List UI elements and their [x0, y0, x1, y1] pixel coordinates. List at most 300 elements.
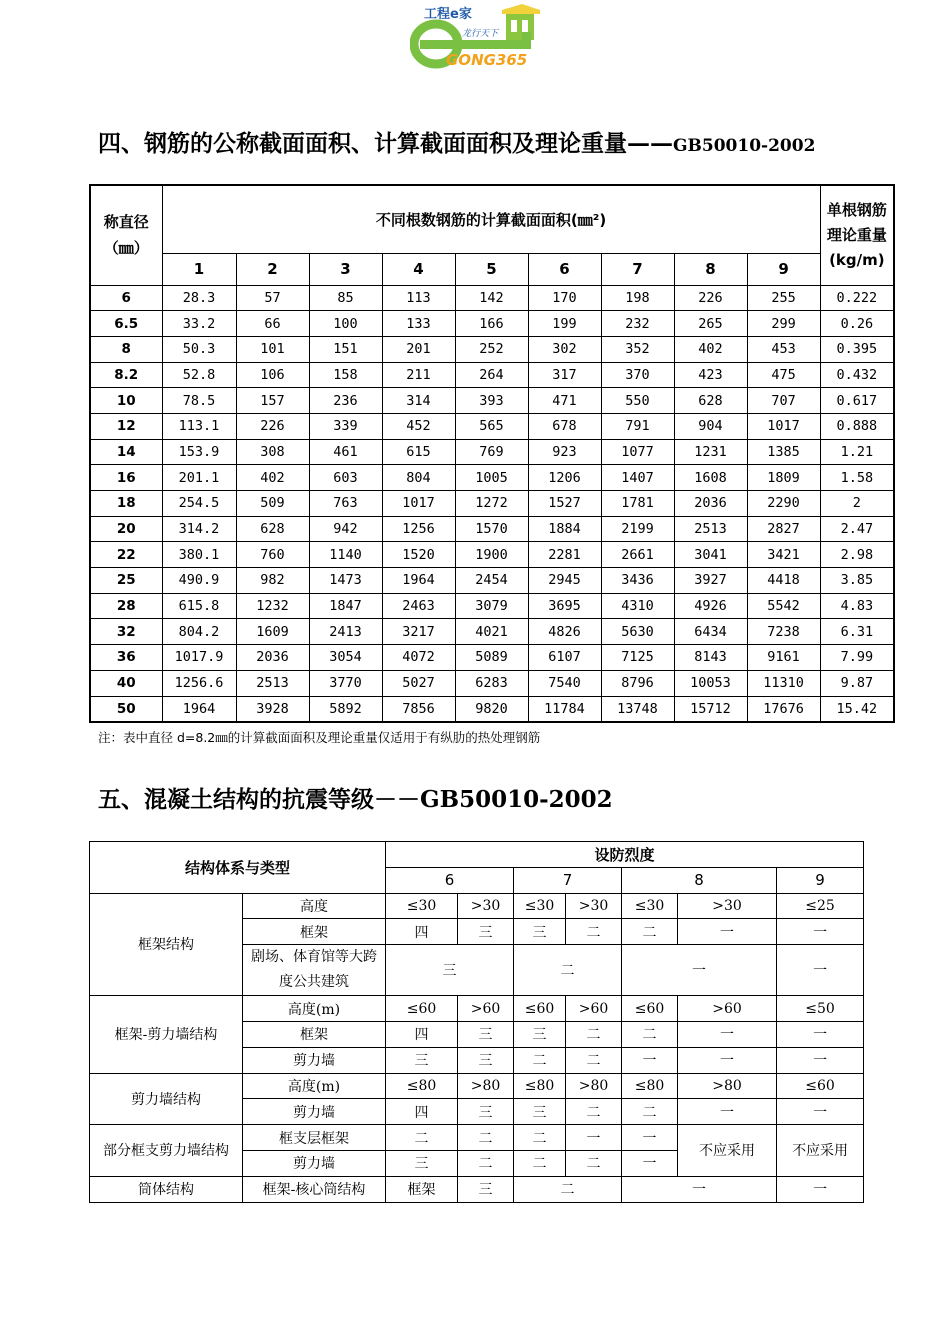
- cell-area: 2413: [309, 619, 382, 645]
- cell-area: 2036: [674, 491, 747, 517]
- cell-area: 5089: [455, 645, 528, 671]
- cell-area: 3770: [309, 670, 382, 696]
- cell-area: 4072: [382, 645, 455, 671]
- table-row: [90, 311, 894, 337]
- cell-area: 3928: [236, 696, 309, 722]
- cell: 一: [622, 945, 777, 996]
- cell-area: 1570: [455, 516, 528, 542]
- header-intensity: 设防烈度: [386, 842, 864, 868]
- section4-title: 四、钢筋的公称截面面积、计算截面面积及理论重量——GB50010-2002: [98, 130, 816, 157]
- cell-diameter: 20: [90, 516, 162, 542]
- cell-diameter: 18: [90, 491, 162, 517]
- cell: 二: [386, 1125, 458, 1151]
- cell: 三: [514, 1099, 566, 1125]
- cell-area: 461: [309, 439, 382, 465]
- cell-area: 101: [236, 336, 309, 362]
- cell-area: 942: [309, 516, 382, 542]
- cell-area: 628: [674, 388, 747, 414]
- cell: 剪力墙: [243, 1099, 386, 1125]
- cell: 一: [622, 1125, 678, 1151]
- cell-area: 153.9: [162, 439, 236, 465]
- cell: ≤60: [622, 996, 678, 1022]
- cell-area: 1520: [382, 542, 455, 568]
- cell: 二: [514, 1125, 566, 1151]
- cell-area: 2463: [382, 593, 455, 619]
- cell-area: 133: [382, 311, 455, 337]
- cell-area: 255: [747, 285, 820, 311]
- cell-weight: 2.98: [820, 542, 894, 568]
- header-count-7: 7: [601, 253, 674, 285]
- cell: 三: [458, 1047, 514, 1073]
- cell-area: 393: [455, 388, 528, 414]
- cell-area: 1964: [382, 568, 455, 594]
- cell-diameter: 36: [90, 645, 162, 671]
- cell-area: 5630: [601, 619, 674, 645]
- cell-area: 6283: [455, 670, 528, 696]
- cell-area: 13748: [601, 696, 674, 722]
- cell: ≤30: [622, 893, 678, 919]
- cell-weight: 0.888: [820, 413, 894, 439]
- cell: 三: [386, 945, 514, 996]
- cell-area: 1407: [601, 465, 674, 491]
- cell: 二: [566, 1099, 622, 1125]
- cell-area: 550: [601, 388, 674, 414]
- cell-area: 11310: [747, 670, 820, 696]
- cell-area: 308: [236, 439, 309, 465]
- cell-area: 1256: [382, 516, 455, 542]
- cell: 剧场、体育馆等大跨度公共建筑: [243, 945, 386, 996]
- cell-area: 50.3: [162, 336, 236, 362]
- table-row: [90, 362, 894, 388]
- cell: 四: [386, 1021, 458, 1047]
- cell-area: 1017.9: [162, 645, 236, 671]
- cell-area: 3436: [601, 568, 674, 594]
- system-partial-frame-wall: 部分框支剪力墙结构: [90, 1125, 243, 1177]
- cell-weight: 3.85: [820, 568, 894, 594]
- cell: 高度: [243, 893, 386, 919]
- cell-area: 226: [674, 285, 747, 311]
- table-row: [90, 645, 894, 671]
- cell: 一: [777, 1021, 864, 1047]
- cell-area: 509: [236, 491, 309, 517]
- cell-area: 7540: [528, 670, 601, 696]
- table-row: [90, 439, 894, 465]
- cell: 四: [386, 919, 458, 945]
- cell-area: 1140: [309, 542, 382, 568]
- cell-weight: 6.31: [820, 619, 894, 645]
- cell-area: 113.1: [162, 413, 236, 439]
- cell: 三: [514, 1021, 566, 1047]
- cell-area: 2661: [601, 542, 674, 568]
- cell-diameter: 28: [90, 593, 162, 619]
- cell-area: 314.2: [162, 516, 236, 542]
- cell: 一: [777, 1176, 864, 1202]
- cell-weight: 0.617: [820, 388, 894, 414]
- cell-area: 678: [528, 413, 601, 439]
- cell: 一: [678, 1021, 777, 1047]
- cell-area: 151: [309, 336, 382, 362]
- cell-area: 9161: [747, 645, 820, 671]
- cell-area: 3041: [674, 542, 747, 568]
- cell-area: 2945: [528, 568, 601, 594]
- table-row: [90, 542, 894, 568]
- cell-area: 565: [455, 413, 528, 439]
- cell: ≤50: [777, 996, 864, 1022]
- cell-weight: 0.395: [820, 336, 894, 362]
- cell-area: 6434: [674, 619, 747, 645]
- cell-area: 5542: [747, 593, 820, 619]
- cell-area: 370: [601, 362, 674, 388]
- cell: 三: [386, 1047, 458, 1073]
- cell-diameter: 50: [90, 696, 162, 722]
- system-shear-wall: 剪力墙结构: [90, 1073, 243, 1125]
- cell: 一: [678, 919, 777, 945]
- table-row: [90, 516, 894, 542]
- cell: 二: [566, 1150, 622, 1176]
- cell-area: 1231: [674, 439, 747, 465]
- cell-area: 603: [309, 465, 382, 491]
- cell-area: 615.8: [162, 593, 236, 619]
- cell-area: 9820: [455, 696, 528, 722]
- table-row: [90, 465, 894, 491]
- table-row: [90, 593, 894, 619]
- cell-area: 1884: [528, 516, 601, 542]
- cell-not-applicable: 不应采用: [678, 1125, 777, 1177]
- cell: 三: [458, 1021, 514, 1047]
- cell: ≤80: [622, 1073, 678, 1099]
- cell: 二: [566, 1021, 622, 1047]
- cell-area: 760: [236, 542, 309, 568]
- cell-area: 299: [747, 311, 820, 337]
- cell-diameter: 6.5: [90, 311, 162, 337]
- cell-weight: 9.87: [820, 670, 894, 696]
- cell-area: 380.1: [162, 542, 236, 568]
- cell-area: 158: [309, 362, 382, 388]
- cell-area: 3421: [747, 542, 820, 568]
- cell: 二: [458, 1125, 514, 1151]
- cell: 二: [622, 919, 678, 945]
- cell-area: 5892: [309, 696, 382, 722]
- cell-area: 2513: [236, 670, 309, 696]
- table-row: [90, 568, 894, 594]
- cell-diameter: 8.2: [90, 362, 162, 388]
- header-count-1: 1: [162, 253, 236, 285]
- cell-area: 252: [455, 336, 528, 362]
- cell-area: 1272: [455, 491, 528, 517]
- cell: 高度(m): [243, 996, 386, 1022]
- cell-area: 17676: [747, 696, 820, 722]
- table-row: [90, 696, 894, 722]
- cell-area: 769: [455, 439, 528, 465]
- cell: >30: [458, 893, 514, 919]
- cell-area: 475: [747, 362, 820, 388]
- cell-area: 2827: [747, 516, 820, 542]
- cell: 框架: [243, 1021, 386, 1047]
- cell: >60: [566, 996, 622, 1022]
- cell: >80: [678, 1073, 777, 1099]
- cell-area: 1077: [601, 439, 674, 465]
- intensity-6: 6: [386, 867, 514, 893]
- cell-area: 11784: [528, 696, 601, 722]
- cell-area: 490.9: [162, 568, 236, 594]
- cell-area: 1017: [382, 491, 455, 517]
- cell: 三: [514, 919, 566, 945]
- cell-area: 10053: [674, 670, 747, 696]
- cell-area: 265: [674, 311, 747, 337]
- cell-area: 1809: [747, 465, 820, 491]
- cell-area: 264: [455, 362, 528, 388]
- cell-area: 1608: [674, 465, 747, 491]
- table-row: [90, 336, 894, 362]
- cell-diameter: 6: [90, 285, 162, 311]
- cell-area: 1847: [309, 593, 382, 619]
- cell-area: 166: [455, 311, 528, 337]
- cell-area: 199: [528, 311, 601, 337]
- header-area: 不同根数钢筋的计算截面面积(㎜²): [162, 185, 820, 253]
- cell-area: 2036: [236, 645, 309, 671]
- cell-weight: 2: [820, 491, 894, 517]
- cell: ≤60: [514, 996, 566, 1022]
- cell: 一: [777, 945, 864, 996]
- cell-diameter: 14: [90, 439, 162, 465]
- cell: ≤30: [386, 893, 458, 919]
- cell-area: 1900: [455, 542, 528, 568]
- cell: ≤60: [777, 1073, 864, 1099]
- svg-text:工程e家: 工程e家: [424, 7, 472, 22]
- cell-area: 1206: [528, 465, 601, 491]
- header-structure-system: 结构体系与类型: [90, 842, 386, 894]
- seismic-grade-table: [89, 841, 864, 1203]
- cell: 三: [458, 1176, 514, 1202]
- cell-area: 3054: [309, 645, 382, 671]
- cell: 三: [386, 1150, 458, 1176]
- cell-area: 1473: [309, 568, 382, 594]
- cell-weight: 1.58: [820, 465, 894, 491]
- cell: 三: [458, 919, 514, 945]
- cell-area: 4310: [601, 593, 674, 619]
- cell-area: 4021: [455, 619, 528, 645]
- cell-weight: 0.222: [820, 285, 894, 311]
- cell-area: 8143: [674, 645, 747, 671]
- cell-area: 763: [309, 491, 382, 517]
- cell-area: 57: [236, 285, 309, 311]
- cell-diameter: 8: [90, 336, 162, 362]
- cell: 三: [458, 1099, 514, 1125]
- cell-area: 4926: [674, 593, 747, 619]
- cell: 剪力墙: [243, 1150, 386, 1176]
- cell-area: 3079: [455, 593, 528, 619]
- cell-area: 1609: [236, 619, 309, 645]
- cell-area: 2199: [601, 516, 674, 542]
- cell: ≤30: [514, 893, 566, 919]
- table-row: [90, 388, 894, 414]
- cell-weight: 4.83: [820, 593, 894, 619]
- cell-area: 2513: [674, 516, 747, 542]
- table-row: [90, 413, 894, 439]
- cell: 一: [777, 1099, 864, 1125]
- cell-area: 157: [236, 388, 309, 414]
- cell-diameter: 25: [90, 568, 162, 594]
- header-count-3: 3: [309, 253, 382, 285]
- cell: 二: [622, 1099, 678, 1125]
- header-count-5: 5: [455, 253, 528, 285]
- cell-area: 8796: [601, 670, 674, 696]
- cell-weight: 15.42: [820, 696, 894, 722]
- cell-diameter: 40: [90, 670, 162, 696]
- cell-area: 4826: [528, 619, 601, 645]
- cell-not-applicable: 不应采用: [777, 1125, 864, 1177]
- header-count-9: 9: [747, 253, 820, 285]
- cell: 一: [622, 1176, 777, 1202]
- table-row: [90, 491, 894, 517]
- cell-area: 923: [528, 439, 601, 465]
- cell-area: 232: [601, 311, 674, 337]
- cell-weight: 1.21: [820, 439, 894, 465]
- cell: 二: [458, 1150, 514, 1176]
- cell: ≤80: [386, 1073, 458, 1099]
- cell-area: 28.3: [162, 285, 236, 311]
- cell: >80: [566, 1073, 622, 1099]
- cell-diameter: 12: [90, 413, 162, 439]
- cell-area: 6107: [528, 645, 601, 671]
- cell-weight: 2.47: [820, 516, 894, 542]
- cell-area: 113: [382, 285, 455, 311]
- cell-area: 317: [528, 362, 601, 388]
- cell-area: 2454: [455, 568, 528, 594]
- table-row: [90, 285, 894, 311]
- cell-area: 198: [601, 285, 674, 311]
- cell-weight: 0.26: [820, 311, 894, 337]
- cell-area: 423: [674, 362, 747, 388]
- cell: 高度(m): [243, 1073, 386, 1099]
- cell: 一: [622, 1047, 678, 1073]
- cell-area: 5027: [382, 670, 455, 696]
- cell: 四: [386, 1099, 458, 1125]
- cell: ≤80: [514, 1073, 566, 1099]
- system-frame: 框架结构: [90, 893, 243, 996]
- cell-area: 1232: [236, 593, 309, 619]
- table-row: [90, 670, 894, 696]
- cell-area: 1385: [747, 439, 820, 465]
- cell-area: 7856: [382, 696, 455, 722]
- cell-area: 100: [309, 311, 382, 337]
- cell-diameter: 22: [90, 542, 162, 568]
- cell-area: 453: [747, 336, 820, 362]
- cell-area: 201.1: [162, 465, 236, 491]
- cell-area: 1005: [455, 465, 528, 491]
- cell: >30: [678, 893, 777, 919]
- cell-area: 1527: [528, 491, 601, 517]
- cell-diameter: 32: [90, 619, 162, 645]
- cell-area: 804.2: [162, 619, 236, 645]
- cell: 框支层框架: [243, 1125, 386, 1151]
- cell: 二: [514, 1150, 566, 1176]
- intensity-9: 9: [777, 867, 864, 893]
- cell: 一: [678, 1099, 777, 1125]
- cell-area: 904: [674, 413, 747, 439]
- cell-area: 254.5: [162, 491, 236, 517]
- system-frame-wall: 框架-剪力墙结构: [90, 996, 243, 1073]
- cell-area: 226: [236, 413, 309, 439]
- cell-area: 471: [528, 388, 601, 414]
- cell-diameter: 16: [90, 465, 162, 491]
- cell-area: 236: [309, 388, 382, 414]
- cell: 一: [622, 1150, 678, 1176]
- cell-area: 33.2: [162, 311, 236, 337]
- table-row: [90, 619, 894, 645]
- intensity-8: 8: [622, 867, 777, 893]
- cell: >30: [566, 893, 622, 919]
- cell-area: 314: [382, 388, 455, 414]
- cell: >60: [458, 996, 514, 1022]
- cell: ≤25: [777, 893, 864, 919]
- cell-area: 1017: [747, 413, 820, 439]
- cell-weight: 0.432: [820, 362, 894, 388]
- cell: 一: [777, 1047, 864, 1073]
- cell: 二: [566, 919, 622, 945]
- intensity-7: 7: [514, 867, 622, 893]
- header-diameter: 称直径（㎜）: [90, 185, 162, 285]
- cell-area: 628: [236, 516, 309, 542]
- table-note: 注：表中直径 d=8.2㎜的计算截面面积及理论重量仅适用于有纵肋的热处理钢筋: [98, 730, 541, 745]
- cell-area: 7125: [601, 645, 674, 671]
- cell-diameter: 10: [90, 388, 162, 414]
- cell-area: 7238: [747, 619, 820, 645]
- cell: 二: [514, 1047, 566, 1073]
- cell-area: 452: [382, 413, 455, 439]
- cell: 二: [622, 1021, 678, 1047]
- header-weight: 单根钢筋理论重量(kg/m): [820, 185, 894, 285]
- cell: 框架-核心筒结构: [243, 1176, 386, 1202]
- header-count-4: 4: [382, 253, 455, 285]
- cell-area: 106: [236, 362, 309, 388]
- cell-area: 402: [674, 336, 747, 362]
- cell-area: 211: [382, 362, 455, 388]
- header-count-2: 2: [236, 253, 309, 285]
- cell-area: 3217: [382, 619, 455, 645]
- cell: 一: [566, 1125, 622, 1151]
- cell: 二: [514, 1176, 622, 1202]
- cell-area: 170: [528, 285, 601, 311]
- svg-text:龙行天下: 龙行天下: [462, 29, 499, 39]
- cell: 二: [514, 945, 622, 996]
- cell-weight: 7.99: [820, 645, 894, 671]
- cell: 二: [566, 1047, 622, 1073]
- cell: 一: [678, 1047, 777, 1073]
- cell: 一: [777, 919, 864, 945]
- cell-area: 982: [236, 568, 309, 594]
- cell-area: 78.5: [162, 388, 236, 414]
- section5-title: 五、混凝土结构的抗震等级－－GB50010-2002: [98, 786, 613, 813]
- cell: 框架: [386, 1176, 458, 1202]
- cell-area: 791: [601, 413, 674, 439]
- cell-area: 1781: [601, 491, 674, 517]
- cell-area: 201: [382, 336, 455, 362]
- cell: 剪力墙: [243, 1047, 386, 1073]
- rebar-area-table: [89, 184, 895, 723]
- cell: 框架: [243, 919, 386, 945]
- cell-area: 615: [382, 439, 455, 465]
- gong365-logo: [410, 2, 542, 70]
- cell-area: 142: [455, 285, 528, 311]
- cell-area: 3927: [674, 568, 747, 594]
- header-count-8: 8: [674, 253, 747, 285]
- cell-area: 352: [601, 336, 674, 362]
- cell-area: 1964: [162, 696, 236, 722]
- cell-area: 402: [236, 465, 309, 491]
- system-tube: 筒体结构: [90, 1176, 243, 1202]
- cell: ≤60: [386, 996, 458, 1022]
